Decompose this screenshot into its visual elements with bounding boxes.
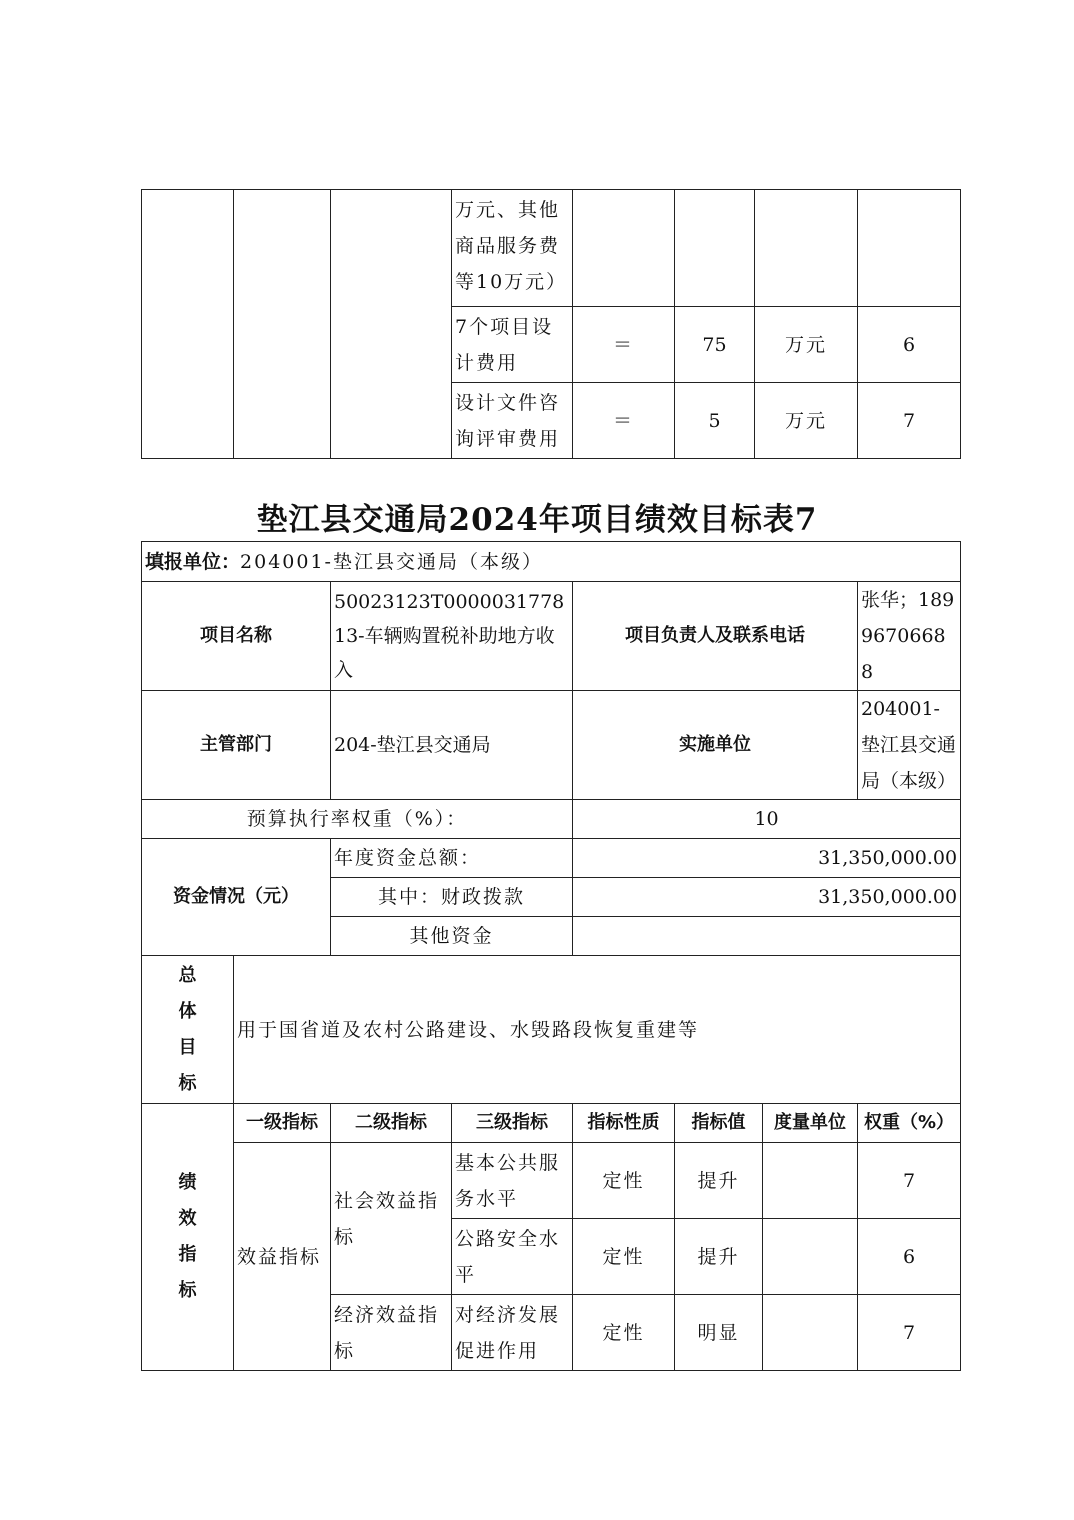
unit-cell [763,1143,858,1219]
budget-rate-value: 10 [573,800,961,839]
impl-label: 实施单位 [573,691,858,800]
level1-cell: 效益指标 [234,1143,331,1371]
weight-cell: 7 [858,1143,961,1219]
cont-indicator-cell: 设计文件咨询评审费用 [452,383,573,459]
table-row [142,800,961,839]
weight-cell: 7 [858,1295,961,1371]
level3-cell: 公路安全水平 [452,1219,573,1295]
dept-value: 204-垫江县交通局 [331,691,573,800]
funds-label: 资金情况（元） [142,839,331,956]
header-cell: 权重（%） [858,1104,961,1143]
contact-label: 项目负责人及联系电话 [573,582,858,691]
nature-cell: 定性 [573,1219,675,1295]
cont-indicator-cell: 7个项目设计费用 [452,307,573,383]
nature-cell: 定性 [573,1295,675,1371]
cont-weight-cell [858,190,961,307]
cont-cell-empty [234,190,331,459]
table-row [142,1143,961,1219]
table-row [142,839,961,878]
cont-unit-cell: 万元 [755,383,858,459]
unit-cell [763,1219,858,1295]
level3-cell: 基本公共服务水平 [452,1143,573,1219]
header-cell: 指标性质 [573,1104,675,1143]
level2-cell: 经济效益指标 [331,1295,452,1371]
header-cell: 度量单位 [763,1104,858,1143]
funds-other-label: 其他资金 [331,917,573,956]
value-cell: 明显 [675,1295,763,1371]
cont-value-cell: 5 [675,383,755,459]
goal-value: 用于国省道及农村公路建设、水毁路段恢复重建等 [234,956,961,1104]
table-row [142,190,961,307]
cont-weight-cell: 6 [858,307,961,383]
cont-op-cell [573,190,675,307]
reporting-unit-cell [142,542,961,582]
value-cell: 提升 [675,1219,763,1295]
project-name-value: 50023123T000003177813-车辆购置税补助地方收入 [331,582,573,691]
cont-cell-empty [142,190,234,459]
value-cell: 提升 [675,1143,763,1219]
cont-cell-empty [331,190,452,459]
table-row [142,1104,961,1143]
cont-unit-cell: 万元 [755,307,858,383]
cont-indicator-cell: 万元、其他商品服务费等10万元） [452,190,573,307]
project-name-label: 项目名称 [142,582,331,691]
cont-unit-cell [755,190,858,307]
perf-label: 绩效指标 [142,1104,234,1371]
nature-cell: 定性 [573,1143,675,1219]
table-row [142,582,961,691]
goal-label: 总体目标 [142,956,234,1104]
performance-goal-table [141,541,961,1371]
cont-value-cell: 75 [675,307,755,383]
impl-value: 204001-垫江县交通局（本级） [858,691,961,800]
continuation-table [141,189,961,459]
dept-label: 主管部门 [142,691,331,800]
reporting-unit-value: 204001-垫江县交通局（本级） [240,550,543,573]
cont-value-cell [675,190,755,307]
reporting-unit-label: 填报单位： [145,550,241,573]
funds-other-value [573,917,961,956]
header-cell: 指标值 [675,1104,763,1143]
funds-total-label: 年度资金总额： [331,839,573,878]
table-row [142,691,961,800]
weight-cell: 6 [858,1219,961,1295]
funds-total-value: 31,350,000.00 [573,839,961,878]
table-row [142,956,961,1104]
budget-rate-label: 预算执行率权重（%）： [142,800,573,839]
unit-cell [763,1295,858,1371]
contact-value: 张华；18996706688 [858,582,961,691]
cont-op-cell: ＝ [573,307,675,383]
page-title: 垫江县交通局2024年项目绩效目标表7 [256,502,818,538]
funds-fiscal-value: 31,350,000.00 [573,878,961,917]
header-cell: 二级指标 [331,1104,452,1143]
cont-weight-cell: 7 [858,383,961,459]
level3-cell: 对经济发展促进作用 [452,1295,573,1371]
header-cell: 三级指标 [452,1104,573,1143]
cont-op-cell: ＝ [573,383,675,459]
table-row [142,542,961,582]
header-cell: 一级指标 [234,1104,331,1143]
funds-fiscal-label: 其中：财政拨款 [331,878,573,917]
level2-cell: 社会效益指标 [331,1143,452,1295]
